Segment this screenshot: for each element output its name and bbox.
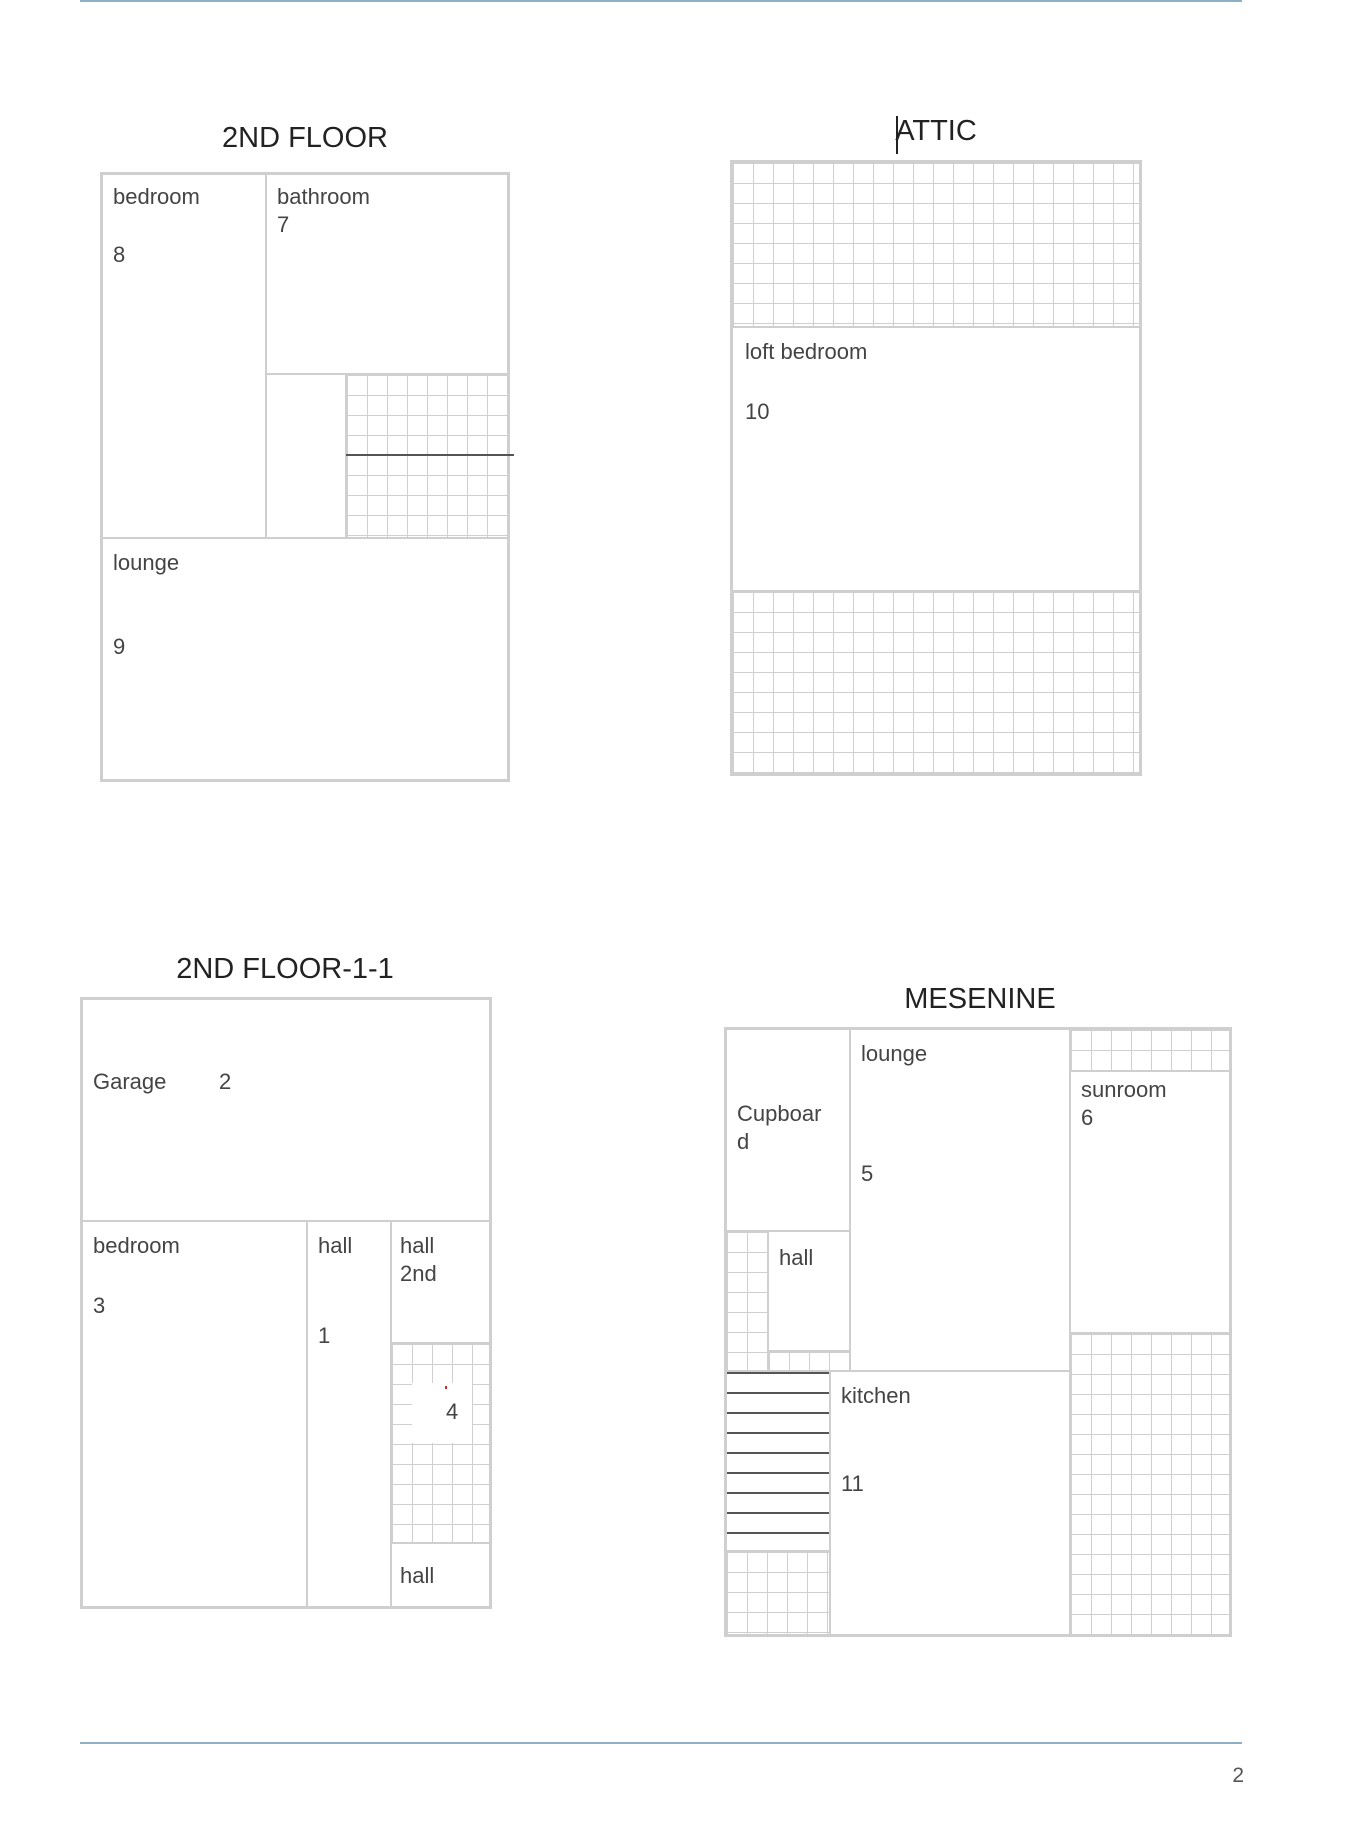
room-name: lounge — [113, 550, 180, 575]
grid-block — [391, 1343, 490, 1543]
room-4[interactable] — [412, 1383, 472, 1443]
marker-dot — [445, 1386, 447, 1389]
room-name: bathroom — [277, 184, 370, 209]
room-bedroom-3[interactable] — [82, 1221, 307, 1607]
room-number: 11 — [841, 1471, 864, 1496]
room-loft-bedroom-10[interactable] — [732, 327, 1140, 591]
room-hall[interactable] — [768, 1231, 850, 1351]
room-name: hall 2nd — [400, 1233, 437, 1286]
floor-title-attic: ATTIC — [895, 115, 977, 147]
room-sunroom-6[interactable] — [1070, 1071, 1230, 1333]
room-number: 1 — [318, 1323, 331, 1348]
floor-title-2nd-floor: 2ND FLOOR — [222, 122, 388, 154]
room-name: bedroom — [113, 184, 200, 209]
grid-block — [346, 374, 508, 538]
room-hall-1[interactable] — [307, 1221, 391, 1607]
grid-block-top — [732, 162, 1140, 327]
room-name: hall — [779, 1245, 814, 1270]
floor-title-mesenine: MESENINE — [904, 983, 1056, 1015]
grid-block-hall-bottom — [768, 1351, 850, 1371]
room-name: Garage — [93, 1069, 167, 1094]
room-garage-2[interactable] — [82, 999, 490, 1221]
grid-block-right — [1070, 1333, 1230, 1635]
grid-block-hall-side — [726, 1231, 768, 1371]
room-number: 3 — [93, 1293, 106, 1318]
room-name: hall — [400, 1563, 435, 1588]
empty-cell — [266, 374, 346, 538]
grid-block-bottom-left — [726, 1551, 830, 1635]
footer-rule — [80, 1742, 1242, 1744]
room-name: sunroom — [1081, 1077, 1167, 1102]
floor-plan-mesenine — [724, 1027, 1232, 1637]
room-number: 5 — [861, 1161, 874, 1186]
room-bathroom-7[interactable] — [266, 174, 508, 374]
room-number: 2 — [219, 1069, 232, 1094]
page-number: 2 — [1232, 1764, 1244, 1787]
room-number: 7 — [277, 212, 290, 237]
floor-plan-2nd-floor — [100, 172, 510, 782]
room-number: 6 — [1081, 1105, 1094, 1130]
staircase — [726, 1371, 830, 1551]
room-number: 9 — [113, 634, 126, 659]
partition-line — [346, 454, 514, 456]
room-number: 4 — [446, 1399, 459, 1424]
room-lounge-5[interactable] — [850, 1029, 1070, 1371]
floor-plan-attic — [730, 160, 1142, 776]
room-cupboard[interactable] — [726, 1029, 850, 1231]
room-hall-2nd[interactable] — [391, 1221, 490, 1343]
room-lounge-9[interactable] — [102, 538, 508, 780]
room-name: bedroom — [93, 1233, 180, 1258]
room-name: Cupboard — [737, 1101, 822, 1154]
room-kitchen-11[interactable] — [830, 1371, 1070, 1635]
grid-block-bottom — [732, 591, 1140, 774]
room-number: 10 — [745, 399, 770, 424]
room-name: lounge — [861, 1041, 928, 1066]
room-bedroom-8[interactable] — [102, 174, 266, 538]
room-name: hall — [318, 1233, 353, 1258]
room-hall-bottom[interactable] — [391, 1543, 490, 1607]
floor-title-2nd-floor-1-1: 2ND FLOOR-1-1 — [176, 953, 394, 985]
floor-plan-2nd-floor-1-1 — [80, 997, 492, 1609]
room-name: loft bedroom — [745, 339, 868, 364]
header-rule — [80, 0, 1242, 2]
grid-block-top-right — [1070, 1029, 1230, 1071]
room-number: 8 — [113, 242, 126, 267]
room-name: kitchen — [841, 1383, 911, 1408]
